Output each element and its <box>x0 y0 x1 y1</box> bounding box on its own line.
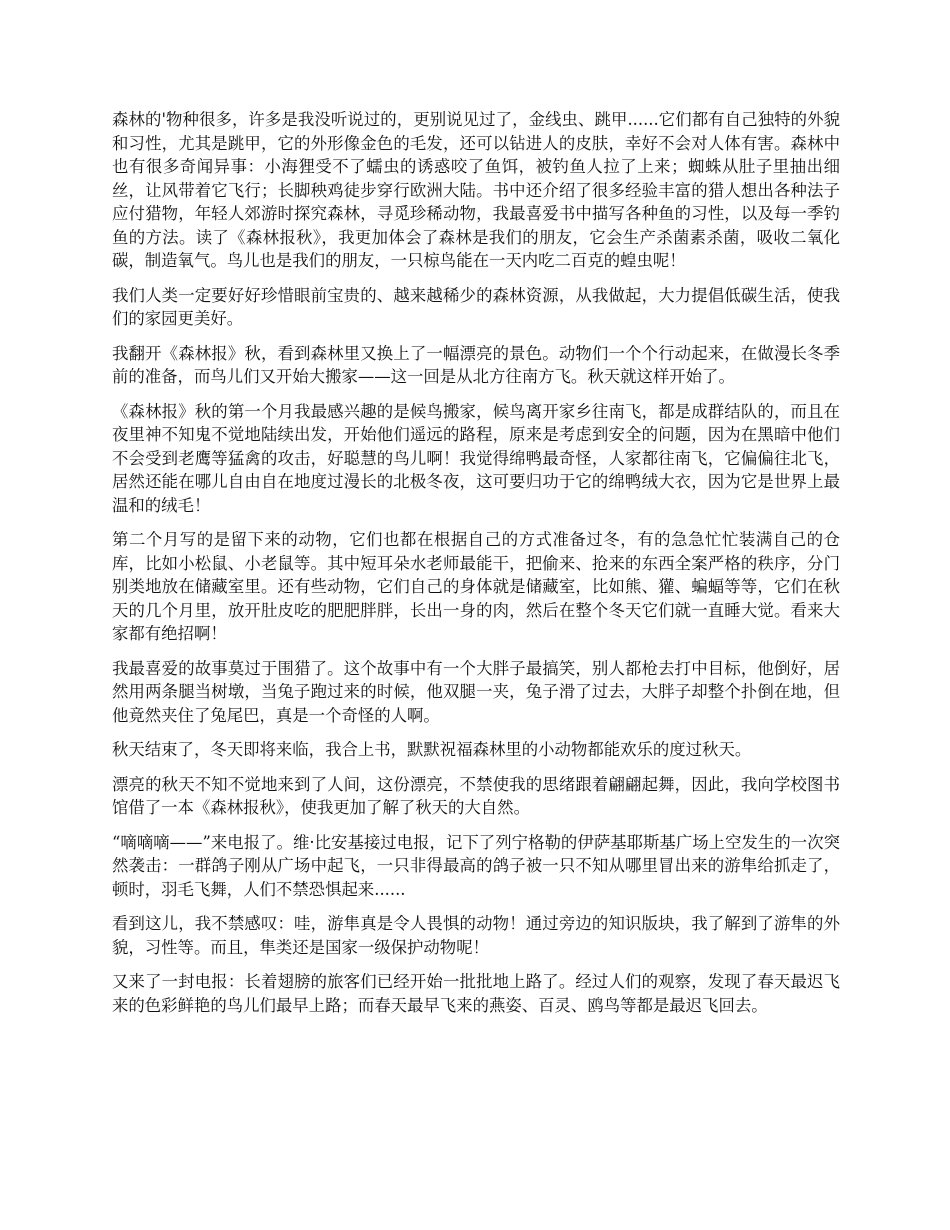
paragraph: 我最喜爱的故事莫过于围猎了。这个故事中有一个大胖子最搞笑，别人都枪去打中目标，他倒好，居然用两条腿当树墩，当兔子跑过来的时候，他双腿一夹，兔子滑了过去，大胖子却整个扑倒在地，但他竟然夹住了兔尾巴，真是一个奇怪的人啊。 <box>112 658 840 725</box>
paragraph: 秋天结束了，冬天即将来临，我合上书，默默祝福森林里的小动物都能欢乐的度过秋天。 <box>112 740 752 759</box>
paragraph: 我翻开《森林报》秋，看到森林里又换上了一幅漂亮的景色。动物们一个个行动起来，在做漫长冬季前的准备，而鸟儿们又开始大搬家——这一回是从北方往南方飞。秋天就这样开始了。 <box>112 343 840 386</box>
paragraph: 第二个月写的是留下来的动物，它们也都在根据自己的方式准备过冬，有的急急忙忙装满自己的仓库，比如小松鼠、小老鼠等。其中短耳朵水老师最能干，把偷来、抢来的东西全案严格的秩序，分门别类地放在储藏室里。还有些动物，它们自己的身体就是储藏室，比如熊、獾、蝙蝠等等，它们在秋天的几个月里，放开肚皮吃的肥肥胖胖，长出一身的肉，然后在整个冬天它们就一直睡大觉。看来大家都有绝招啊！ <box>112 530 840 643</box>
paragraph: 《森林报》秋的第一个月我最感兴趣的是候鸟搬家，候鸟离开家乡往南飞，都是成群结队的，而且在夜里神不知鬼不觉地陆续出发，开始他们遥远的路程，原来是考虑到安全的问题，因为在黑暗中他们不会受到老鹰等猛禽的攻击，好聪慧的鸟儿啊！我觉得绵鸭最奇怪，人家都往南飞，它偏偏往北飞，居然还能在哪儿自由自在地度过漫长的北极冬夜，这可要归功于它的绵鸭绒大衣，因为它是世界上最温和的绒毛！ <box>112 401 840 515</box>
paragraph: 看到这儿，我不禁感叹：哇，游隼真是令人畏惧的动物！通过旁边的知识版块，我了解到了游隼的外貌，习性等。而且，隼类还是国家一级保护动物呢！ <box>112 914 840 957</box>
paragraph: “嘀嘀嘀——”来电报了。维·比安基接过电报，记下了列宁格勒的伊萨基耶斯基广场上空发生的一次突然袭击：一群鸽子刚从广场中起飞，一只非得最高的鸽子被一只不知从哪里冒出来的游隼给抓走了，顿时，羽毛飞舞，人们不禁恐惧起来...... <box>112 832 840 899</box>
paragraph: 森林的'物种很多，许多是我没听说过的，更别说见过了，金线虫、跳甲......它们都有自己独特的外貌和习性，尤其是跳甲，它的外形像金色的毛发，还可以钻进人的皮肤，幸好不会对人体有害。森林中也有很多奇闻异事：小海狸受不了蠕虫的诱惑咬了鱼饵，被钓鱼人拉了上来；蜘蛛从肚子里抽出细丝，让风带着它飞行；长脚秧鸡徒步穿行欧洲大陆。书中还介绍了很多经验丰富的猎人想出各种法子应付猎物，年轻人郊游时探究森林，寻觅珍稀动物，我最喜爱书中描写各种鱼的习性，以及每一季钓鱼的方法。读了《森林报秋》，我更加体会了森林是我们的朋友，它会生产杀菌素杀菌，吸收二氧化碳，制造氧气。鸟儿也是我们的朋友，一只椋鸟能在一天内吃二百克的蝗虫呢！ <box>112 110 840 270</box>
paragraph: 我们人类一定要好好珍惜眼前宝贵的、越来越稀少的森林资源，从我做起，大力提倡低碳生活，使我们的家园更美好。 <box>112 285 840 328</box>
paragraph: 又来了一封电报：长着翅膀的旅客们已经开始一批批地上路了。经过人们的观察，发现了春天最迟飞来的色彩鲜艳的鸟儿们最早上路；而春天最早飞来的燕姿、百灵、鸥鸟等都是最迟飞回去。 <box>112 972 840 1015</box>
document-body <box>112 108 840 1028</box>
paragraph: 漂亮的秋天不知不觉地来到了人间，这份漂亮，不禁使我的思绪跟着翩翩起舞，因此，我向学校图书馆借了一本《森林报秋》，使我更加了解了秋天的大自然。 <box>112 774 840 817</box>
